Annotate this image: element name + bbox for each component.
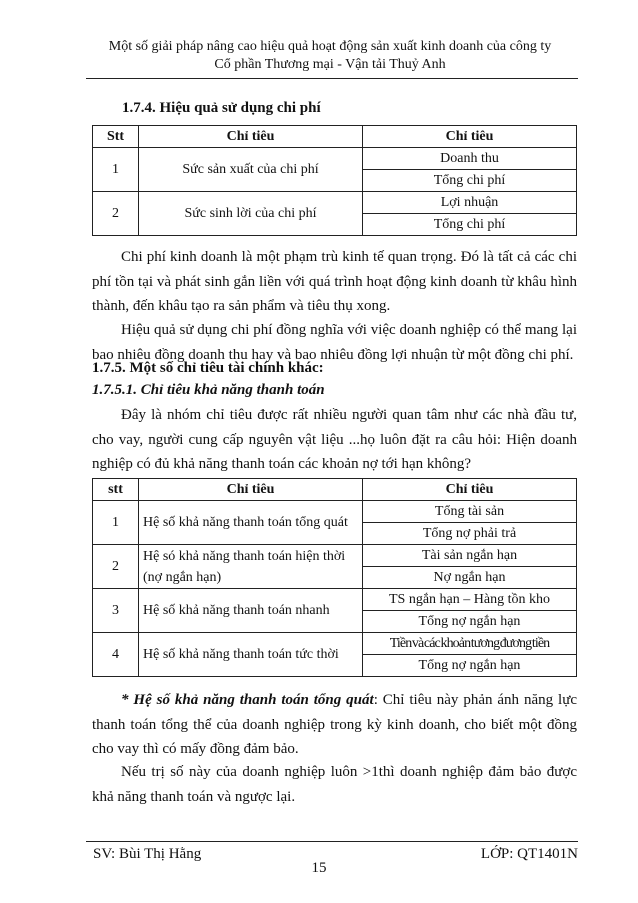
formula-numerator: Tài sản ngắn hạn bbox=[363, 545, 577, 567]
formula-numerator: Doanh thu bbox=[363, 148, 577, 170]
paragraph-cost-definition: Chi phí kinh doanh là một phạm trù kinh tế quan trọng. Đó là tất cả các chi phí tồn tại và phát sinh gắn liền với quá trình hoạt động kinh doanh từ khâu hình thành, đến khâu tạo ra sản phẩm và tiêu thụ xong. bbox=[92, 249, 577, 314]
row-indicator: Sức sinh lời của chi phí bbox=[139, 192, 363, 236]
paragraph-liquidity-intro: Đây là nhóm chỉ tiêu được rất nhiều người quan tâm như các nhà đầu tư, cho vay, người cung cấp nguyên vật liệu ...họ luôn đặt ra câu hỏi: Hiện doanh nghiệp có đủ khả năng thanh toán các khoản nợ tới hạn không? bbox=[92, 407, 577, 472]
footer-class: LỚP: QT1401N bbox=[480, 846, 578, 862]
row-stt: 2 bbox=[93, 545, 139, 589]
header-line-2: Cổ phần Thương mại - Vận tải Thuỷ Anh bbox=[214, 57, 446, 72]
row-stt: 2 bbox=[93, 192, 139, 236]
page-number: 15 bbox=[311, 860, 327, 876]
liquidity-table bbox=[92, 478, 577, 677]
row-indicator: Hệ số khả năng thanh toán nhanh bbox=[139, 589, 363, 633]
header-indicator: Chỉ tiêu bbox=[139, 479, 363, 501]
table-row bbox=[93, 633, 577, 655]
formula-denominator: Nợ ngắn hạn bbox=[363, 567, 577, 589]
row-stt: 1 bbox=[93, 148, 139, 192]
paragraph-general-ratio bbox=[92, 688, 577, 762]
cost-efficiency-table bbox=[92, 125, 577, 236]
section-heading-175: 1.7.5. Một số chỉ tiêu tài chính khác: bbox=[92, 360, 324, 376]
page-header bbox=[60, 38, 600, 74]
table-row bbox=[93, 192, 577, 214]
row-indicator: Hệ số khả năng thanh toán tức thời bbox=[139, 633, 363, 677]
footer-student: SV: Bùi Thị Hằng bbox=[93, 846, 202, 862]
table-row bbox=[93, 589, 577, 611]
general-ratio-description: : Chỉ tiêu này phản ánh năng lực thanh toán tổng thể của doanh nghiệp trong kỳ kinh doanh, cho biết một đồng cho vay thì có mấy đồng đảm bảo. bbox=[92, 692, 577, 757]
table-row bbox=[93, 501, 577, 523]
section-heading-1751: 1.7.5.1. Chỉ tiêu khả năng thanh toán bbox=[92, 382, 325, 398]
formula-numerator: Lợi nhuận bbox=[363, 192, 577, 214]
paragraph-ratio-interpretation: Nếu trị số này của doanh nghiệp luôn >1thì doanh nghiệp đảm bảo được khả năng thanh toán và ngược lại. bbox=[92, 764, 577, 805]
formula-denominator: Tổng nợ ngắn hạn bbox=[363, 655, 577, 677]
general-ratio-term: * Hệ số khả năng thanh toán tổng quát bbox=[121, 692, 374, 708]
table-header-row bbox=[93, 479, 577, 501]
paragraph-cost-efficiency: Hiệu quả sử dụng chi phí đồng nghĩa với việc doanh nghiệp có thể mang lại bao nhiêu đồng doanh thu hay và bao nhiêu đồng lợi nhuận từ một đồng chi phí. bbox=[92, 322, 577, 363]
header-divider bbox=[86, 78, 578, 79]
footer-divider bbox=[86, 841, 578, 842]
header-line-1: Một số giải pháp nâng cao hiệu quả hoạt động sản xuất kinh doanh của công ty bbox=[108, 39, 552, 54]
row-stt: 3 bbox=[93, 589, 139, 633]
row-stt: 4 bbox=[93, 633, 139, 677]
table-header-row bbox=[93, 126, 577, 148]
formula-denominator: Tổng chi phí bbox=[363, 170, 577, 192]
header-indicator: Chỉ tiêu bbox=[139, 126, 363, 148]
formula-denominator: Tổng nợ phải trả bbox=[363, 523, 577, 545]
header-formula: Chỉ tiêu bbox=[363, 479, 577, 501]
formula-numerator: TS ngắn hạn – Hàng tồn kho bbox=[363, 589, 577, 611]
row-stt: 1 bbox=[93, 501, 139, 545]
row-indicator: Hệ số khả năng thanh toán tổng quát bbox=[139, 501, 363, 545]
section-heading-174: 1.7.4. Hiệu quả sử dụng chi phí bbox=[122, 100, 321, 116]
formula-numerator: Tiền và các khoản tương đương tiền bbox=[363, 633, 577, 655]
row-indicator: Sức sản xuất của chi phí bbox=[139, 148, 363, 192]
formula-numerator: Tổng tài sản bbox=[363, 501, 577, 523]
formula-denominator: Tổng nợ ngắn hạn bbox=[363, 611, 577, 633]
table-row bbox=[93, 148, 577, 170]
formula-denominator: Tổng chi phí bbox=[363, 214, 577, 236]
header-stt: Stt bbox=[93, 126, 139, 148]
row-indicator: Hệ só khả năng thanh toán hiện thời (nợ ngắn hạn) bbox=[139, 545, 363, 589]
header-stt: stt bbox=[93, 479, 139, 501]
table-row bbox=[93, 545, 577, 567]
header-formula: Chỉ tiêu bbox=[363, 126, 577, 148]
